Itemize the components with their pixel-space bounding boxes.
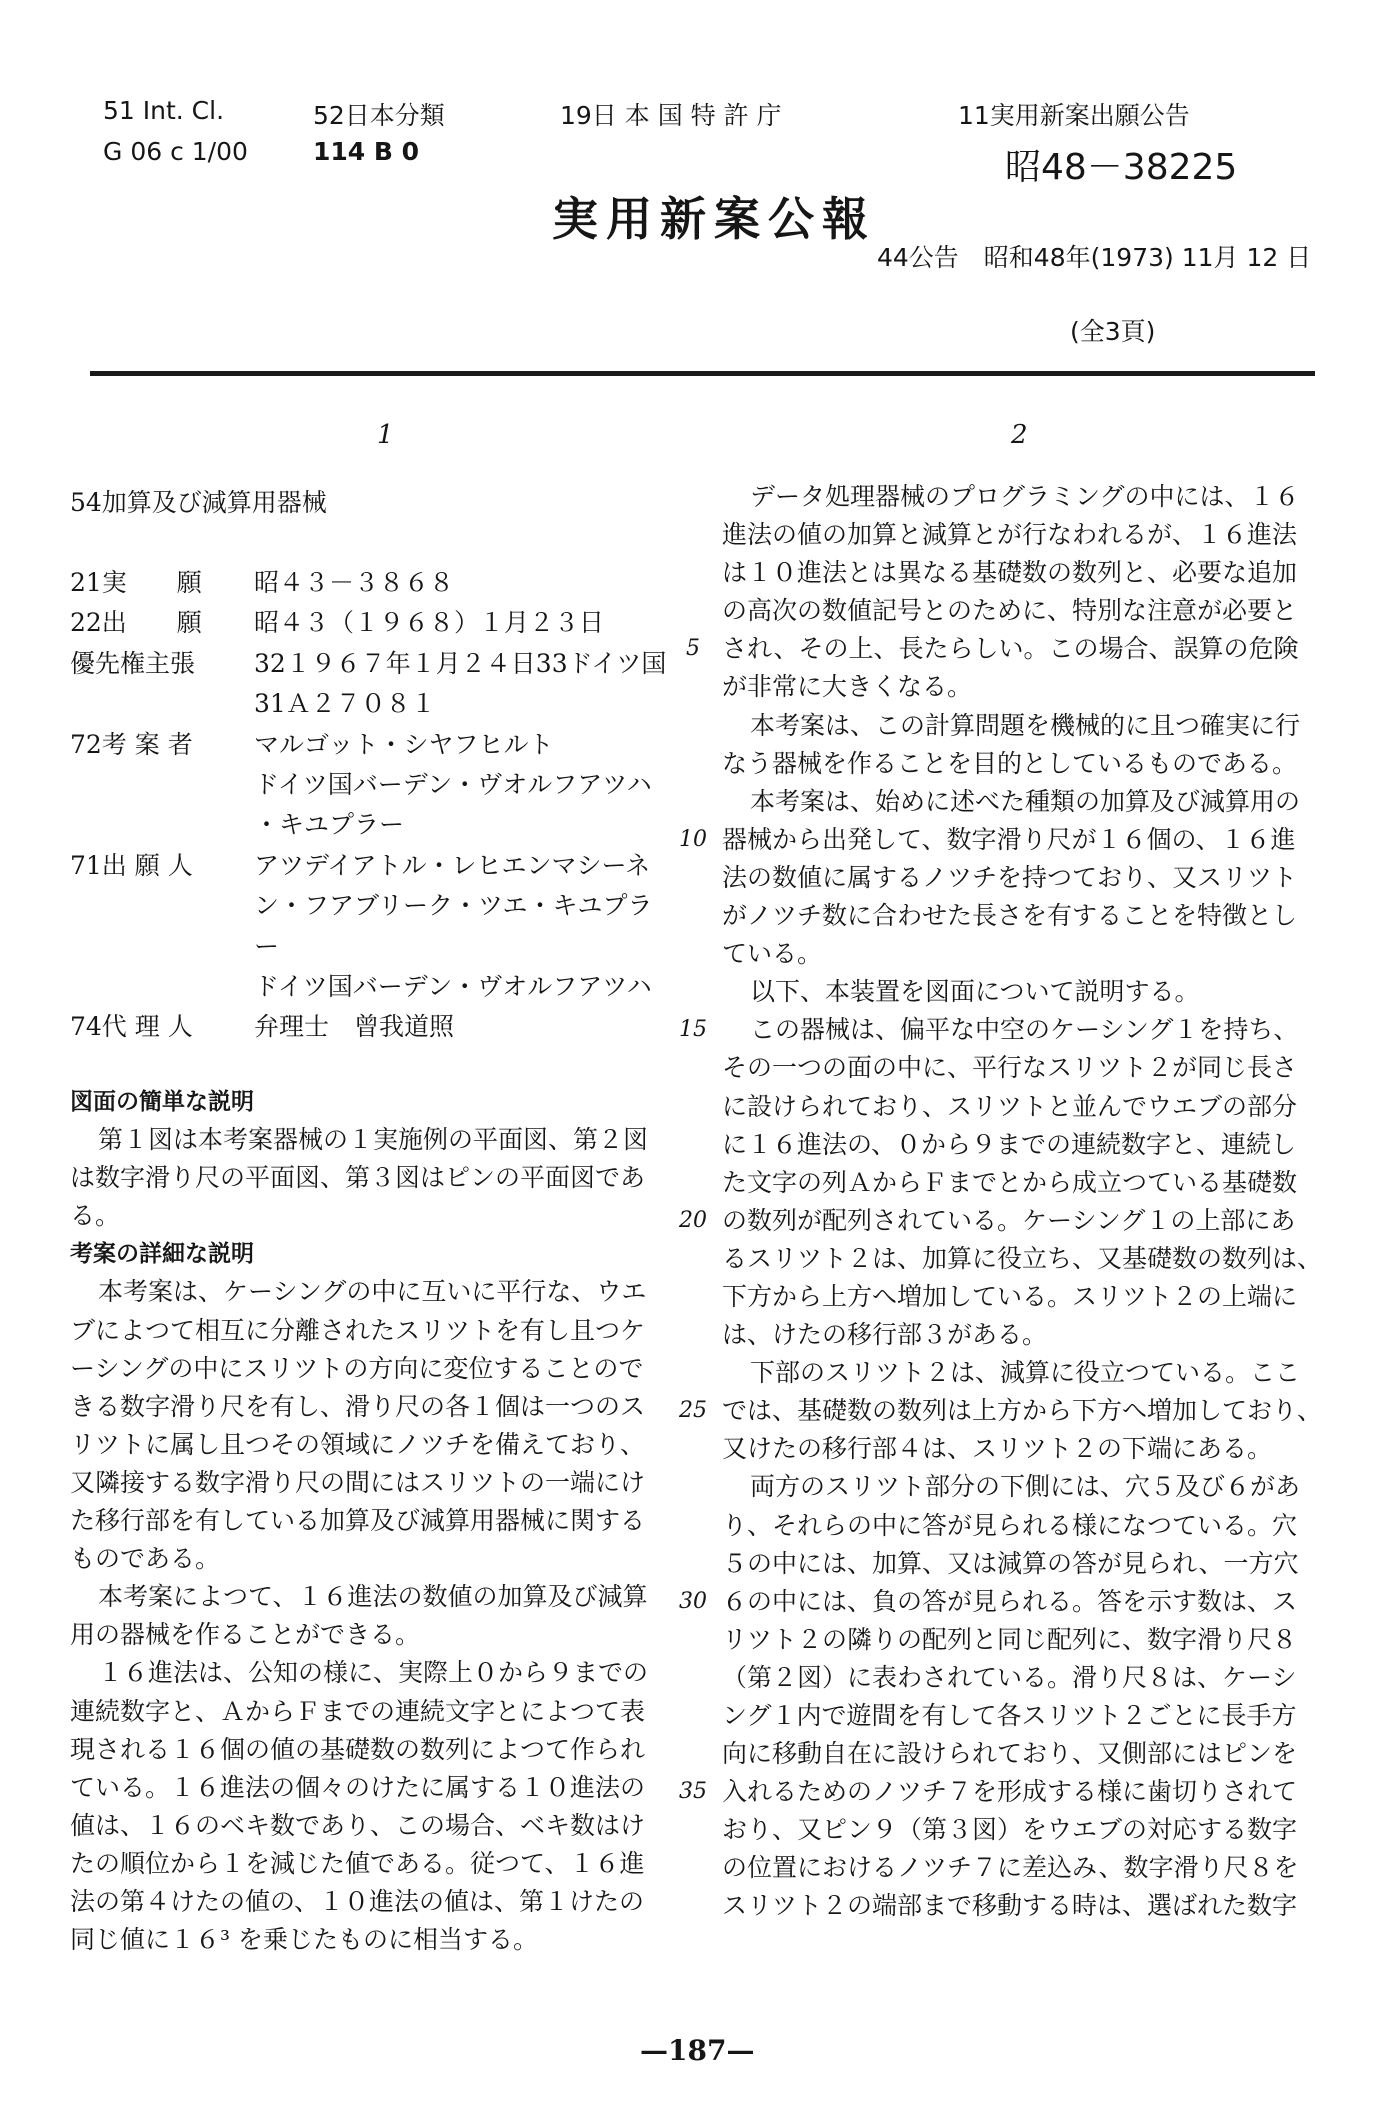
text-line: ている。: [722, 939, 823, 969]
text-line: 下方から上方へ増加している。スリツト２の上端に: [722, 1281, 1298, 1311]
text-line: スリツト２の端部まで移動する時は、選ばれた数字: [722, 1891, 1298, 1921]
text-line: 進法の値の加算と減算とが行なわれるが、１６進法: [722, 520, 1298, 550]
biblio-value: 弁理士 曾我道照: [254, 1012, 455, 1042]
text-line: ている。１６進法の個々のけたに属する１０進法の: [70, 1772, 646, 1802]
text-line: 値は、１６のベキ数であり、この場合、ベキ数はけ: [70, 1810, 646, 1840]
biblio-label: 74代 理 人: [70, 1012, 193, 1042]
section-heading: 図面の簡単な説明: [70, 1089, 254, 1115]
text-line: がノツチ数に合わせた長さを有することを特徴とし: [722, 901, 1298, 931]
line-number: 35: [679, 1779, 707, 1805]
publication-date: 44公告 昭和48年(1973) 11月 12 日: [877, 243, 1312, 272]
biblio-value: ・キユプラー: [254, 810, 405, 840]
text-line: なう器械を作ることを目的としているものである。: [722, 748, 1298, 778]
page-number-right: 2: [1011, 420, 1028, 450]
biblio-label: [70, 967, 254, 1007]
text-line: 又隣接する数字滑り尺の間にはスリツトの一端にけ: [70, 1467, 646, 1497]
text-line: ング１内で遊間を有して各スリツト２ごとに長手方: [722, 1701, 1297, 1730]
jp-class-label: 52日本分類: [313, 101, 445, 130]
biblio-row: [70, 967, 666, 1007]
text-line: きる数字滑り尺を有し、滑り尺の各１個は一つのス: [70, 1391, 646, 1421]
biblio-label: [70, 805, 254, 845]
biblio-value: ー: [254, 931, 280, 961]
biblio-row: [70, 927, 666, 967]
text-line: 又けたの移行部４は、スリツト２の下端にある。: [722, 1434, 1273, 1464]
biblio-label: 21実 願: [70, 568, 202, 597]
biblio-label: [70, 886, 254, 926]
text-line: は、けたの移行部３がある。: [722, 1320, 1048, 1350]
text-line: （第２図）に表わされている。滑り尺８は、ケーシ: [722, 1662, 1297, 1692]
text-line: に設けられており、スリツトと並んでウエブの部分: [722, 1091, 1298, 1121]
int-cl-label: 51 Int. Cl.: [103, 96, 225, 125]
document-title: 実用新案公報: [552, 192, 876, 246]
biblio-row: [70, 805, 666, 845]
text-line: 用の器械を作ることができる。: [70, 1620, 421, 1650]
text-line: データ処理器械のプログラミングの中には、１６: [750, 482, 1300, 511]
biblio-value: 昭４３－３８６８: [254, 568, 455, 597]
text-line: 両方のスリツト部分の下側には、穴５及び６があ: [750, 1472, 1301, 1502]
text-line: 同じ値に１６³ を乗じたものに相当する。: [70, 1925, 538, 1955]
total-pages: (全3頁): [1070, 317, 1156, 346]
int-cl-value: G 06 c 1/00: [103, 137, 248, 166]
text-line: 以下、本装置を図面について説明する。: [750, 977, 1200, 1007]
patent-office: 19日 本 国 特 許 庁: [560, 101, 782, 130]
section-heading: 考案の詳細な説明: [70, 1241, 254, 1268]
biblio-row: [70, 684, 666, 724]
biblio-label: 72考 案 者: [70, 729, 193, 759]
biblio-value: 昭４３（１９６８）１月２３日: [254, 608, 605, 638]
page-number-left: 1: [377, 420, 394, 450]
biblio-value: 32１９６７年１月２４日33ドイツ国: [254, 648, 667, 678]
biblio-value: ドイツ国バーデン・ヴオルフアツハ: [254, 971, 652, 1001]
text-line: 器械から出発して、数字滑り尺が１６個の、１６進: [722, 824, 1296, 854]
text-line: され、その上、長たらしい。この場合、誤算の危険: [722, 634, 1299, 664]
text-line: １６進法は、公知の様に、実際上０から９までの: [98, 1658, 649, 1688]
biblio-value: アツデイアトル・レヒエンマシーネ: [254, 850, 651, 880]
page-footer-number: —187—: [640, 2034, 755, 2067]
biblio-row: [70, 886, 666, 926]
biblio-label: [70, 927, 254, 967]
text-line: り、それらの中に答が見られる様になつている。穴: [722, 1510, 1298, 1540]
text-line: の数列が配列されている。ケーシング１の上部にあ: [722, 1205, 1296, 1235]
text-line: 現される１６個の値の基礎数の数列によつて作られ: [70, 1734, 646, 1764]
left-column-text: [70, 1083, 670, 1959]
text-line: 法の第４けたの値の、１０進法の値は、第１けたの: [70, 1886, 645, 1916]
biblio-row: [70, 846, 666, 886]
text-line: るスリツト２は、加算に役立ち、又基礎数の数列は、: [722, 1243, 1323, 1273]
right-column-text: [722, 478, 1322, 1926]
text-line: 本考案によつて、１６進法の数値の加算及び減算: [98, 1582, 648, 1612]
text-line: ブによつて相互に分離されたスリツトを有し且つケ: [70, 1315, 646, 1345]
bibliographic-data: [70, 563, 666, 1048]
text-line: 本考案は、ケーシングの中に互いに平行な、ウエ: [98, 1277, 647, 1307]
biblio-value: マルゴット・シヤフヒルト: [254, 729, 554, 759]
text-line: では、基礎数の数列は上方から下方へ増加しており、: [722, 1396, 1323, 1426]
text-line: が非常に大きくなる。: [722, 672, 973, 702]
biblio-label: 71出 願 人: [70, 850, 193, 880]
text-line: 本考案は、始めに述べた種類の加算及び減算用の: [750, 786, 1301, 816]
text-line: ものである。: [70, 1544, 221, 1574]
biblio-row: [70, 765, 666, 805]
jp-class-value: 114 B 0: [313, 137, 420, 166]
text-line: ６の中には、負の答が見られる。答を示す数は、ス: [722, 1586, 1298, 1616]
text-line: たの順位から１を減じた値である。従つて、１６進: [70, 1848, 645, 1878]
line-number: 20: [679, 1207, 707, 1233]
text-line: ５の中には、加算、又は減算の答が見られ、一方穴: [722, 1548, 1299, 1578]
text-line: 下部のスリツト２は、減算に役立つている。ここ: [750, 1358, 1301, 1388]
text-line: る。: [70, 1201, 121, 1231]
text-line: 連続数字と、ＡからＦまでの連続文字とによつて表: [70, 1696, 646, 1726]
text-line: ーシングの中にスリツトの方向に変位することので: [70, 1353, 644, 1383]
line-number: 15: [679, 1017, 707, 1043]
biblio-label: 22出 願: [70, 608, 202, 638]
line-number: 25: [679, 1398, 707, 1424]
text-line: た文字の列ＡからＦまでとから成立つている基礎数: [722, 1167, 1298, 1197]
biblio-row: [70, 1007, 666, 1047]
text-line: の高次の数値記号とのために、特別な注意が必要と: [722, 596, 1298, 626]
publication-type: 11実用新案出願公告: [958, 101, 1190, 130]
text-line: は数字滑り尺の平面図、第３図はピンの平面図であ: [70, 1163, 646, 1193]
header-rule: [90, 371, 1315, 376]
text-line: た移行部を有している加算及び減算用器械に関する: [70, 1506, 646, 1536]
biblio-label: 優先権主張: [70, 648, 196, 678]
biblio-value: ン・フアブリーク・ツエ・キユプラ: [254, 891, 653, 921]
text-line: おり、又ピン９（第３図）をウエブの対応する数字: [722, 1815, 1298, 1845]
text-line: この器械は、偏平な中空のケーシング１を持ち、: [750, 1015, 1299, 1045]
biblio-row: [70, 725, 666, 765]
line-number: 30: [679, 1588, 707, 1614]
text-line: 法の数値に属するノツチを持つており、又スリツト: [722, 862, 1298, 892]
biblio-row: [70, 603, 666, 643]
text-line: 本考案は、この計算問題を機械的に且つ確実に行: [750, 710, 1301, 740]
text-line: リツトに属し且つその領域にノツチを備えており、: [70, 1429, 646, 1459]
text-line: 入れるためのノツチ７を形成する様に歯切りされて: [722, 1777, 1298, 1807]
line-number: 5: [686, 636, 700, 662]
invention-title: 54加算及び減算用器械: [70, 488, 327, 517]
text-line: 向に移動自在に設けられており、又側部にはピンを: [722, 1739, 1298, 1769]
biblio-row: [70, 563, 666, 603]
biblio-label: [70, 684, 254, 724]
publication-number: 昭48－38225: [1005, 147, 1238, 188]
biblio-value: ドイツ国バーデン・ヴオルフアツハ: [254, 769, 652, 799]
line-number: 10: [679, 826, 707, 852]
text-line: は１０進法とは異なる基礎数の数列と、必要な追加: [722, 558, 1298, 588]
text-line: の位置におけるノツチ７に差込み、数字滑り尺８を: [722, 1853, 1299, 1883]
text-line: に１６進法の、０から９までの連続数字と、連続し: [722, 1129, 1297, 1159]
text-line: 第１図は本考案器械の１実施例の平面図、第２図: [98, 1125, 649, 1155]
text-line: リツト２の隣りの配列と同じ配列に、数字滑り尺８: [722, 1624, 1298, 1654]
text-line: その一つの面の中に、平行なスリツト２が同じ長さ: [722, 1053, 1298, 1083]
biblio-row: [70, 644, 666, 684]
biblio-value: 31Ａ２７０８１: [254, 689, 436, 719]
biblio-label: [70, 765, 254, 805]
